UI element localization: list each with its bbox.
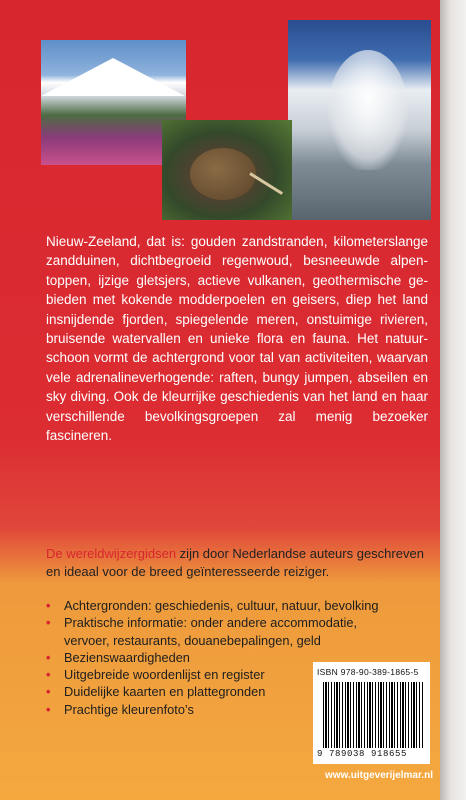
bullet-icon: •	[46, 667, 51, 683]
feature-text: Uitgebreide woordenlijst en register	[64, 667, 265, 683]
series-description	[46, 545, 428, 581]
barcode-panel	[313, 662, 430, 764]
kiwi-body-shape	[190, 148, 256, 200]
isbn-number: ISBN 978-90-389-1865-5	[317, 667, 419, 677]
series-name: De wereldwijzergidsen	[46, 546, 177, 561]
bullet-icon: •	[46, 615, 51, 631]
feature-text: Praktische informatie: onder andere accommodatie, vervoer, restaurants, douanebepalingen, geld	[64, 615, 358, 648]
snowy-peak-shape	[41, 58, 185, 96]
bullet-icon: •	[46, 684, 51, 700]
series-text: zijn door Nederlandse auteurs geschreven en ideaal voor de breed geïnteresseerde reiziger.	[46, 546, 424, 579]
photo-geyser	[288, 20, 431, 220]
feature-text: Duidelijke kaarten en plattegronden	[64, 684, 266, 700]
geyser-steam-shape	[328, 50, 408, 170]
feature-text: Bezienswaardigheden	[64, 649, 190, 665]
ean-number: 9 789038 918655	[317, 749, 408, 759]
intro-paragraph: Nieuw-Zeeland, dat is: gouden zandstranden, kilometerslange zandduinen, dichtbegroeid regenwoud, besneeuwde alpentoppen, ijzige gletsjers, actieve vulkanen, geothermische gebieden met kokende modderpoelen en geisers, diep het land insnijdende fjorden, spiegelende meren, onstuimige rivieren, bruisende watervallen en unieke flora en fauna. Het natuurschoon vormt de achtergrond voor tal van activiteiten, waarvan vele adrenalineverhogende: raften, bungy jumpen, abseilen en sky diving. Ook de kleurrijke geschiedenis van het land en haar verschillende bevolkingsgroepen zal menig bezoeker fascineren.	[46, 234, 428, 444]
kiwi-beak-shape	[249, 172, 283, 195]
feature-text: Achtergronden: geschiedenis, cultuur, natuur, bevolking	[64, 598, 379, 613]
barcode-icon	[323, 682, 423, 748]
bullet-icon: •	[46, 701, 51, 717]
bullet-icon: •	[46, 598, 51, 613]
list-item	[46, 597, 386, 614]
photo-kiwi-bird	[162, 120, 292, 220]
page-edge	[440, 0, 466, 800]
feature-text: Prachtige kleurenfoto’s	[64, 701, 194, 717]
list-item	[46, 614, 386, 649]
bullet-icon: •	[46, 649, 51, 665]
publisher-website: www.uitgeverijelmar.nl	[325, 770, 433, 781]
